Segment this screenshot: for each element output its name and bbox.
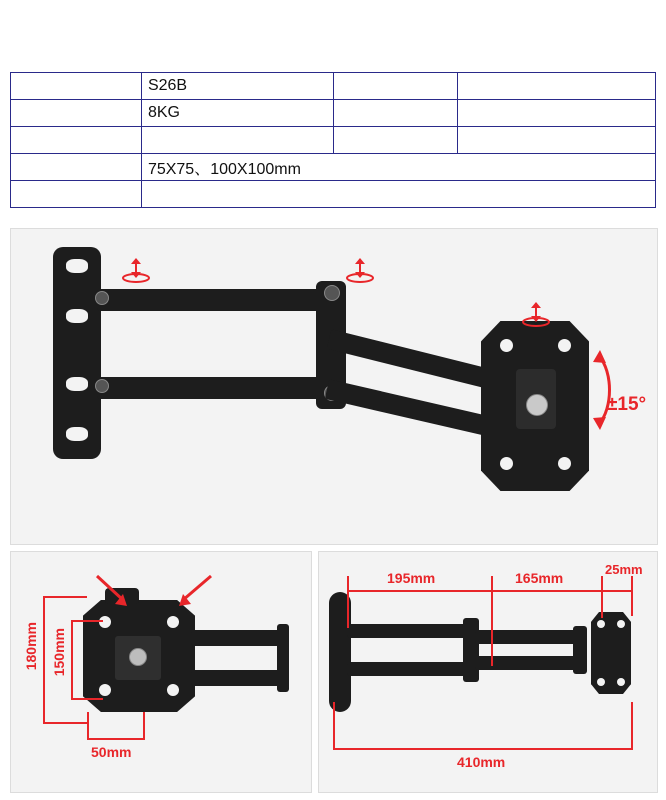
callout-arrow-right xyxy=(169,574,215,608)
dim-line-410 xyxy=(333,748,633,750)
dim-line-150-vertical xyxy=(71,620,73,700)
top-arm-1-lower xyxy=(347,662,469,676)
top-vesa-hole-br xyxy=(617,678,625,686)
table-row xyxy=(11,127,656,154)
tilt-angle-label: ±15° xyxy=(607,394,647,415)
dim-label-195: 195mm xyxy=(387,570,436,586)
spec-cell-label-1 xyxy=(11,73,142,100)
dim-tick-25-right xyxy=(631,576,633,616)
dim-label-180: 180mm xyxy=(23,622,39,671)
dim-tick-410-right xyxy=(631,702,633,750)
dim-tick-165-right xyxy=(601,576,603,618)
wall-plate-hole-bottom xyxy=(66,427,88,441)
joint-bolt-wall-lower xyxy=(95,379,109,393)
spec-cell-weight: 8KG xyxy=(141,100,333,127)
dim-tick-195-left xyxy=(347,576,349,628)
spec-table xyxy=(10,72,656,208)
top-arm-2-end xyxy=(573,626,587,674)
arm-segment-1-upper xyxy=(97,289,332,311)
spec-cell-label-2 xyxy=(11,100,142,127)
dim-label-150: 150mm xyxy=(51,628,67,677)
dim-label-410: 410mm xyxy=(457,754,506,770)
rotation-icon-2 xyxy=(343,257,377,283)
spec-cell-label-5 xyxy=(11,181,142,208)
top-vesa-hole-bl xyxy=(597,678,605,686)
spec-cell-3-1 xyxy=(333,73,457,100)
spec-cell-3-2 xyxy=(333,100,457,127)
top-vesa-hole-tl xyxy=(597,620,605,628)
wall-plate-hole-top xyxy=(66,259,88,273)
dim-line-25 xyxy=(603,590,633,592)
spec-cell-4-1 xyxy=(457,73,655,100)
main-product-image-panel xyxy=(10,228,658,545)
front-arm-upper xyxy=(191,630,287,646)
dim-label-50: 50mm xyxy=(91,744,132,760)
elbow-bolt-top xyxy=(324,285,340,301)
tilt-arc-arrow xyxy=(589,344,623,434)
front-vesa-hole-tr xyxy=(167,616,179,628)
front-arm-lower xyxy=(191,670,287,686)
dim-tick-50-left xyxy=(87,712,89,740)
arm-segment-1-lower xyxy=(97,377,332,399)
spec-cell-4-3 xyxy=(457,127,655,154)
spec-cell-label-4 xyxy=(11,154,142,181)
dim-label-165: 165mm xyxy=(515,570,564,586)
front-vesa-hole-tl xyxy=(99,616,111,628)
front-center-bolt xyxy=(129,648,147,666)
vesa-hole-tr xyxy=(558,339,571,352)
dim-tick-150-top xyxy=(71,620,103,622)
dim-tick-180-bottom xyxy=(43,722,87,724)
spec-cell-4-2 xyxy=(457,100,655,127)
vesa-hole-br xyxy=(558,457,571,470)
front-view-panel xyxy=(10,551,312,793)
top-view-panel xyxy=(318,551,658,793)
top-arm-1-upper xyxy=(347,624,469,638)
dim-tick-150-bottom xyxy=(71,698,103,700)
wall-plate-hole-lower xyxy=(66,377,88,391)
top-vesa-hole-tr xyxy=(617,620,625,628)
dim-tick-180-top xyxy=(43,596,87,598)
dim-line-195 xyxy=(347,590,493,592)
joint-bolt-wall xyxy=(95,291,109,305)
table-row xyxy=(11,73,656,100)
spec-cell-2-3 xyxy=(141,127,333,154)
spec-cell-label-3 xyxy=(11,127,142,154)
top-elbow-block xyxy=(463,618,479,682)
spec-cell-model: S26B xyxy=(141,73,333,100)
rotation-icon-1 xyxy=(119,257,153,283)
vesa-hole-tl xyxy=(500,339,513,352)
callout-arrow-left xyxy=(93,574,133,608)
dim-line-165 xyxy=(493,590,603,592)
dim-tick-50-right xyxy=(143,712,145,740)
table-row xyxy=(11,100,656,127)
rotation-icon-3 xyxy=(519,301,553,327)
dim-tick-410-left xyxy=(333,702,335,750)
table-row xyxy=(11,181,656,208)
tilt-pivot-bolt xyxy=(526,394,548,416)
dim-label-25: 25mm xyxy=(605,562,643,577)
front-vesa-hole-br xyxy=(167,684,179,696)
front-vesa-hole-bl xyxy=(99,684,111,696)
vesa-hole-bl xyxy=(500,457,513,470)
spec-cell-empty-5 xyxy=(141,181,655,208)
table-row xyxy=(11,154,656,181)
dim-line-180-vertical xyxy=(43,596,45,724)
dim-line-50-horizontal xyxy=(87,738,145,740)
spec-cell-3-3 xyxy=(333,127,457,154)
spec-cell-vesa: 75X75、100X100mm xyxy=(141,154,655,181)
front-arm-end-cap xyxy=(277,624,289,692)
wall-plate-hole-upper xyxy=(66,309,88,323)
